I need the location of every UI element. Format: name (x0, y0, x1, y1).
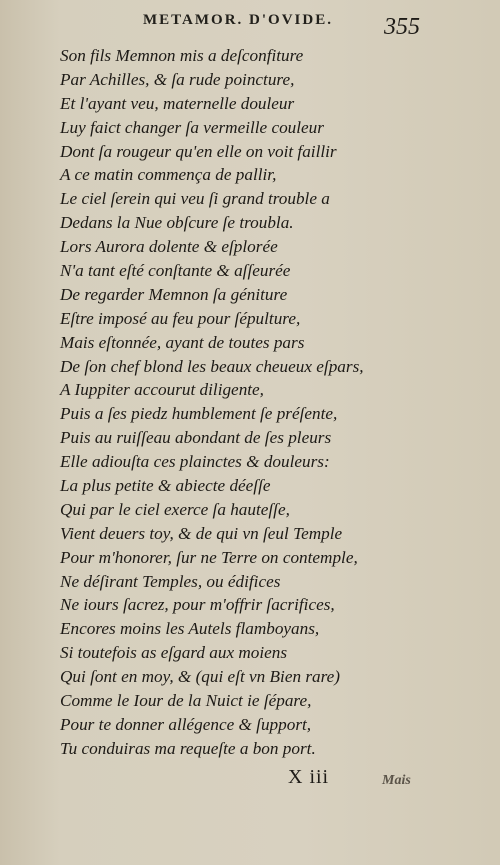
running-title: METAMOR. D'OVIDE. (143, 12, 333, 28)
signature-mark: X iii (288, 766, 330, 788)
verse-line: Luy faict changer ſa vermeille couleur (60, 117, 324, 137)
verse-line: Elle adiouſta ces plainctes & douleurs: (60, 452, 330, 472)
verse-line: Encores moins les Autels flamboyans, (60, 619, 320, 639)
verse-line: Par Achilles, & ſa rude poincture, (60, 69, 295, 89)
verse-line: Le ciel ſerein qui veu ſi grand trouble a (60, 189, 330, 209)
verse-line: La plus petite & abiecte déeſſe (60, 476, 271, 496)
verse-line: A Iuppiter accourut diligente, (60, 380, 264, 400)
verse-line: De ſon chef blond les beaux cheueux eſpars, (60, 356, 364, 376)
verse-line: Vient deuers toy, & de qui vn ſeul Temple (60, 523, 343, 543)
verse-line: Puis a ſes piedz humblement ſe préſente, (60, 404, 338, 424)
verse-line: Comme le Iour de la Nuict ie ſépare, (60, 691, 312, 711)
verse-list (60, 44, 390, 761)
verse-line: Si toutefois as eſgard aux moiens (60, 643, 288, 663)
page-number: 355 (384, 14, 420, 40)
verse-line: Qui ſont en moy, & (qui eſt vn Bien rare) (60, 667, 341, 687)
verse-line: Pour m'honorer, ſur ne Terre on contemple, (60, 547, 358, 567)
verse-line: Mais eſtonnée, ayant de toutes pars (60, 332, 305, 352)
verse-line: A ce matin commença de pallir, (60, 165, 277, 185)
verse-line: Et l'ayant veu, maternelle douleur (60, 93, 295, 113)
verse-line: Ne déſirant Temples, ou édifices (60, 571, 281, 591)
verse-line: N'a tant eſté conſtante & aſſeurée (60, 261, 291, 281)
verse-line: Son fils Memnon mis a deſconfiture (60, 46, 304, 65)
verse-line: Dedans la Nue obſcure ſe troubla. (60, 213, 294, 233)
verse-line: Qui par le ciel exerce ſa hauteſſe, (60, 499, 290, 519)
catchword: Mais (382, 773, 411, 788)
verse-line: De regarder Memnon ſa géniture (60, 284, 288, 304)
verse-line: Tu conduiras ma requeſte a bon port. (60, 738, 316, 758)
verse-line: Pour te donner allégence & ſupport, (60, 714, 312, 734)
verse-line: Lors Aurora dolente & eſplorée (60, 237, 278, 257)
verse-line: Dont ſa rougeur qu'en elle on voit faillir (60, 141, 337, 161)
verse-line: Eſtre imposé au feu pour ſépulture, (60, 308, 301, 328)
verse-line: Ne iours ſacrez, pour m'offrir ſacrifices, (60, 595, 335, 615)
verse-line: Puis au ruiſſeau abondant de ſes pleurs (60, 428, 332, 448)
